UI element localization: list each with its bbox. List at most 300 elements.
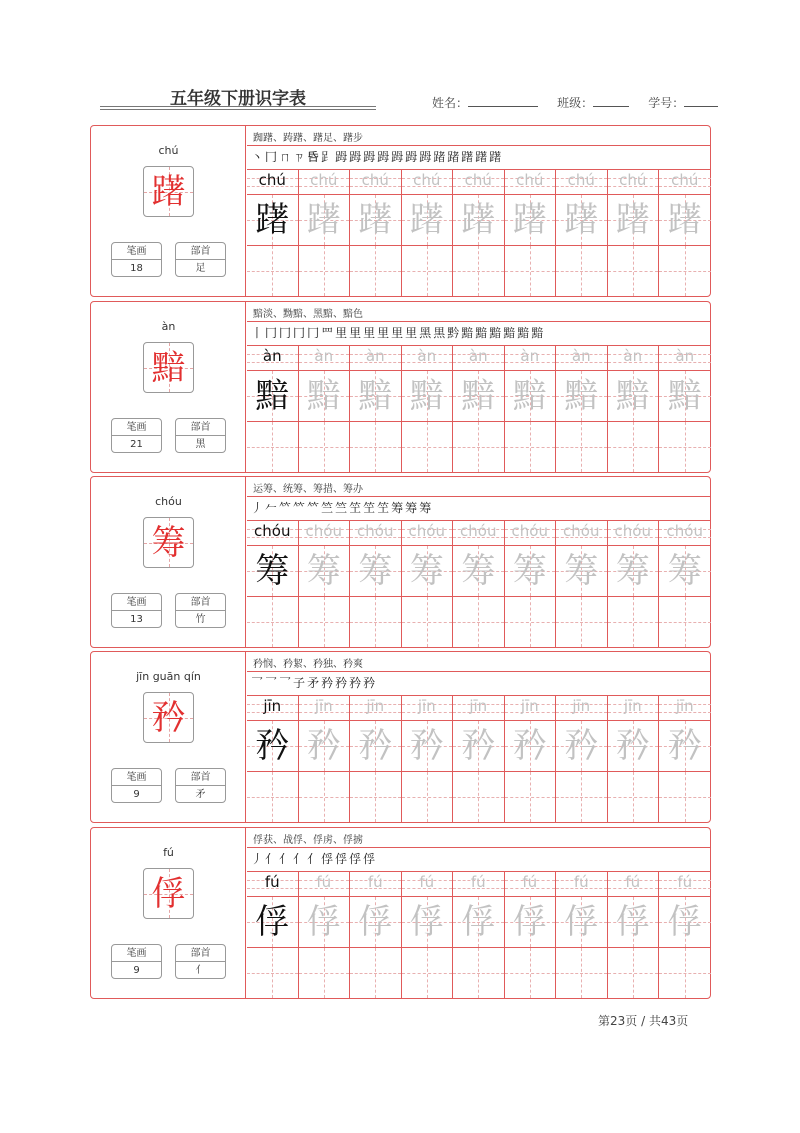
writing-cell[interactable] (505, 771, 556, 822)
practice-column (247, 696, 299, 822)
pinyin-cell (556, 521, 607, 545)
writing-cell[interactable] (402, 596, 453, 647)
tracing-cell[interactable] (402, 370, 453, 421)
stroke-step: 𧿹 (419, 150, 432, 164)
stroke-step: 亻 (293, 852, 306, 866)
stroke-step: 冂 (265, 326, 278, 340)
practice-pinyin: àn (417, 347, 437, 365)
pinyin-cell (402, 346, 453, 370)
practice-column (556, 696, 608, 822)
practice-character: 矜 (255, 726, 290, 766)
tracing-cell[interactable] (556, 720, 607, 771)
tracing-cell[interactable] (453, 896, 504, 947)
writing-cell[interactable] (402, 947, 453, 998)
character-card (90, 301, 711, 473)
practice-character: 黯 (615, 376, 650, 416)
radical-value: 竹 (195, 614, 206, 625)
practice-panel (247, 302, 711, 472)
practice-character: 筹 (255, 551, 290, 591)
tracing-cell[interactable] (505, 896, 556, 947)
practice-character: 俘 (564, 902, 599, 942)
practice-column (350, 346, 402, 472)
writing-cell[interactable] (350, 245, 401, 296)
pinyin-cell (299, 170, 350, 194)
practice-column (556, 170, 608, 296)
stroke-step: 里 (391, 326, 404, 340)
stroke-step: 里 (363, 326, 376, 340)
number-label: 学号： (648, 96, 685, 110)
tracing-cell[interactable] (556, 194, 607, 245)
pinyin-cell (505, 170, 556, 194)
tracing-cell[interactable] (659, 194, 711, 245)
practice-pinyin: fú (625, 873, 641, 891)
writing-cell[interactable] (247, 947, 298, 998)
writing-cell[interactable] (505, 245, 556, 296)
tracing-cell[interactable] (505, 545, 556, 596)
practice-grid (247, 170, 711, 296)
character-pinyin: àn (161, 320, 176, 333)
character-info-panel (91, 302, 246, 472)
practice-character: 俘 (409, 902, 444, 942)
practice-character: 筹 (409, 551, 444, 591)
pinyin-cell (659, 346, 711, 370)
writing-cell[interactable] (556, 245, 607, 296)
practice-character: 筹 (306, 551, 341, 591)
practice-pinyin: jīn (572, 697, 591, 715)
practice-column (659, 170, 711, 296)
writing-cell[interactable] (608, 245, 659, 296)
pinyin-cell (505, 872, 556, 896)
stroke-step: 笁 (377, 501, 390, 515)
practice-character: 矜 (512, 726, 547, 766)
tracing-cell[interactable] (608, 370, 659, 421)
tracing-cell[interactable] (659, 720, 711, 771)
tracing-cell[interactable] (299, 545, 350, 596)
practice-character: 筹 (564, 551, 599, 591)
stroke-step: 子 (293, 676, 306, 690)
practice-pinyin: chóu (460, 522, 497, 540)
tracing-cell[interactable] (350, 370, 401, 421)
tracing-cell[interactable] (505, 194, 556, 245)
practice-character: 躇 (564, 200, 599, 240)
writing-cell[interactable] (505, 947, 556, 998)
practice-pinyin: chóu (254, 522, 291, 540)
practice-character: 躇 (255, 200, 290, 240)
practice-pinyin: chú (464, 171, 492, 189)
tracing-cell[interactable] (453, 545, 504, 596)
stroke-count-label: 笔画 (112, 945, 161, 962)
stroke-step: 𧿹 (377, 150, 390, 164)
stroke-step: 丿 (251, 852, 264, 866)
writing-cell[interactable] (402, 245, 453, 296)
pinyin-cell (350, 346, 401, 370)
writing-cell[interactable] (247, 245, 298, 296)
stroke-step: 里 (335, 326, 348, 340)
tracing-cell[interactable] (453, 720, 504, 771)
practice-grid (247, 521, 711, 647)
stroke-step: 黯 (489, 326, 502, 340)
radical-label: 部首 (176, 419, 225, 436)
stroke-step: 笁 (363, 501, 376, 515)
writing-cell[interactable] (659, 771, 711, 822)
practice-pinyin: chóu (563, 522, 600, 540)
tracing-cell[interactable] (299, 194, 350, 245)
practice-pinyin: chú (310, 171, 338, 189)
practice-character: 躇 (615, 200, 650, 240)
tracing-cell[interactable] (608, 545, 659, 596)
practice-pinyin: àn (520, 347, 540, 365)
writing-cell[interactable] (453, 947, 504, 998)
practice-column (556, 872, 608, 998)
writing-cell[interactable] (402, 421, 453, 472)
radical-box (175, 242, 226, 277)
pinyin-cell (453, 872, 504, 896)
writing-cell[interactable] (659, 596, 711, 647)
stroke-step: 躇 (475, 150, 488, 164)
stroke-order (251, 672, 377, 694)
character-box (143, 342, 194, 393)
name-blank[interactable] (468, 95, 538, 107)
pinyin-cell (402, 696, 453, 720)
class-blank[interactable] (593, 95, 629, 107)
radical-value: 矛 (195, 789, 206, 800)
writing-cell[interactable] (556, 596, 607, 647)
practice-column (402, 872, 454, 998)
practice-pinyin: àn (571, 347, 591, 365)
tracing-cell[interactable] (247, 370, 298, 421)
practice-column (402, 346, 454, 472)
practice-column (299, 696, 351, 822)
practice-character: 黯 (667, 376, 702, 416)
writing-cell[interactable] (299, 421, 350, 472)
practice-character: 矜 (461, 726, 496, 766)
writing-cell[interactable] (453, 771, 504, 822)
practice-column (350, 696, 402, 822)
tracing-cell[interactable] (402, 720, 453, 771)
radical-label: 部首 (176, 243, 225, 260)
stroke-step: 𠯑 (307, 150, 320, 164)
radical-label: 部首 (176, 769, 225, 786)
main-character: 躇 (151, 172, 186, 212)
tracing-cell[interactable] (299, 370, 350, 421)
stroke-step: 亻 (265, 852, 278, 866)
tracing-cell[interactable] (659, 370, 711, 421)
tracing-cell[interactable] (350, 194, 401, 245)
practice-column (299, 872, 351, 998)
practice-panel (247, 477, 711, 647)
tracing-cell[interactable] (247, 194, 298, 245)
character-card (90, 827, 711, 999)
stroke-step: 𥫗 (307, 501, 320, 515)
pinyin-cell (556, 696, 607, 720)
writing-cell[interactable] (247, 596, 298, 647)
pinyin-cell (608, 872, 659, 896)
stroke-step: 筹 (391, 501, 404, 515)
stroke-step: 𠂉 (265, 501, 278, 515)
practice-character: 躇 (667, 200, 702, 240)
writing-cell[interactable] (247, 771, 298, 822)
practice-character: 俘 (667, 902, 702, 942)
writing-cell[interactable] (299, 245, 350, 296)
practice-character: 躇 (461, 200, 496, 240)
pinyin-cell (505, 696, 556, 720)
practice-column (247, 872, 299, 998)
writing-cell[interactable] (505, 421, 556, 472)
tracing-cell[interactable] (659, 545, 711, 596)
tracing-cell[interactable] (247, 896, 298, 947)
practice-column (659, 872, 711, 998)
pinyin-cell (350, 521, 401, 545)
tracing-cell[interactable] (453, 194, 504, 245)
stroke-step: 丶 (251, 150, 264, 164)
stroke-step: 矛 (307, 676, 320, 690)
character-info-panel (91, 477, 246, 647)
practice-character: 黯 (512, 376, 547, 416)
character-pinyin: fú (163, 846, 174, 859)
stroke-step: 躇 (489, 150, 502, 164)
character-card (90, 125, 711, 297)
practice-pinyin: àn (623, 347, 643, 365)
practice-character: 矜 (409, 726, 444, 766)
practice-character: 俘 (512, 902, 547, 942)
practice-character: 俘 (306, 902, 341, 942)
stroke-count-label: 笔画 (112, 419, 161, 436)
stroke-step: 𧾷 (321, 150, 334, 164)
writing-cell[interactable] (299, 596, 350, 647)
practice-column (659, 521, 711, 647)
practice-pinyin: chóu (511, 522, 548, 540)
writing-cell[interactable] (247, 421, 298, 472)
practice-character: 筹 (667, 551, 702, 591)
practice-pinyin: àn (468, 347, 488, 365)
practice-character: 黯 (564, 376, 599, 416)
tracing-cell[interactable] (350, 545, 401, 596)
practice-character: 俘 (358, 902, 393, 942)
practice-pinyin: fú (573, 873, 589, 891)
pinyin-cell (505, 346, 556, 370)
practice-pinyin: fú (316, 873, 332, 891)
writing-cell[interactable] (402, 771, 453, 822)
pinyin-cell (299, 872, 350, 896)
stroke-step: 俘 (335, 852, 348, 866)
practice-character: 躇 (358, 200, 393, 240)
practice-grid (247, 696, 711, 822)
tracing-cell[interactable] (299, 720, 350, 771)
stroke-step: 里 (349, 326, 362, 340)
writing-cell[interactable] (350, 947, 401, 998)
stroke-step: 乛 (265, 676, 278, 690)
tracing-cell[interactable] (505, 370, 556, 421)
tracing-cell[interactable] (608, 194, 659, 245)
practice-column (608, 872, 660, 998)
tracing-cell[interactable] (247, 720, 298, 771)
practice-pinyin: chú (671, 171, 699, 189)
radical-box (175, 768, 226, 803)
stroke-count-value: 21 (130, 439, 143, 450)
practice-character: 黯 (358, 376, 393, 416)
radical-box (175, 593, 226, 628)
tracing-cell[interactable] (350, 720, 401, 771)
practice-column (299, 346, 351, 472)
stroke-step: 里 (377, 326, 390, 340)
stroke-step: 筹 (419, 501, 432, 515)
practice-character: 黯 (409, 376, 444, 416)
pinyin-cell (453, 521, 504, 545)
stroke-step: 黯 (503, 326, 516, 340)
stroke-step: 𧿹 (349, 150, 362, 164)
tracing-cell[interactable] (350, 896, 401, 947)
pinyin-cell (453, 346, 504, 370)
tracing-cell[interactable] (247, 545, 298, 596)
stroke-step: 踷 (447, 150, 460, 164)
stroke-count-box (111, 418, 162, 453)
writing-cell[interactable] (453, 596, 504, 647)
radical-label: 部首 (176, 594, 225, 611)
stroke-step: 乛 (251, 676, 264, 690)
stroke-step: 矜 (335, 676, 348, 690)
page-number: 第23页 / 共43页 (598, 1014, 689, 1028)
practice-column (556, 521, 608, 647)
stroke-step: 俘 (349, 852, 362, 866)
name-label: 姓名： (432, 96, 469, 110)
tracing-cell[interactable] (402, 545, 453, 596)
practice-character: 俘 (461, 902, 496, 942)
practice-pinyin: fú (419, 873, 435, 891)
practice-column (247, 521, 299, 647)
writing-cell[interactable] (299, 947, 350, 998)
practice-character: 黯 (306, 376, 341, 416)
practice-character: 俘 (255, 902, 290, 942)
pinyin-cell (453, 696, 504, 720)
stroke-step: 竺 (335, 501, 348, 515)
practice-pinyin: jīn (314, 697, 333, 715)
practice-pinyin: chóu (408, 522, 445, 540)
writing-cell[interactable] (659, 421, 711, 472)
writing-cell[interactable] (659, 245, 711, 296)
radical-label: 部首 (176, 945, 225, 962)
main-character: 筹 (151, 523, 186, 563)
stroke-order (251, 322, 545, 344)
stroke-step: 黯 (531, 326, 544, 340)
stroke-order (251, 146, 503, 168)
practice-pinyin: fú (677, 873, 693, 891)
stroke-step: 黯 (475, 326, 488, 340)
stroke-count-label: 笔画 (112, 769, 161, 786)
writing-cell[interactable] (556, 421, 607, 472)
page-title: 五年级下册识字表 (170, 89, 306, 109)
stroke-step: 笁 (349, 501, 362, 515)
stroke-order (251, 497, 433, 519)
example-words: 俘获、战俘、俘虏、俘掳 (253, 835, 363, 846)
practice-pinyin: àn (314, 347, 334, 365)
pinyin-cell (659, 696, 711, 720)
practice-column (453, 346, 505, 472)
tracing-cell[interactable] (299, 896, 350, 947)
writing-cell[interactable] (350, 771, 401, 822)
tracing-cell[interactable] (659, 896, 711, 947)
stroke-order (251, 848, 377, 870)
writing-cell[interactable] (350, 596, 401, 647)
practice-pinyin: jīn (469, 697, 488, 715)
practice-pinyin: jīn (366, 697, 385, 715)
pinyin-cell (402, 170, 453, 194)
stroke-step: 冂 (265, 150, 278, 164)
practice-character: 筹 (358, 551, 393, 591)
tracing-cell[interactable] (608, 896, 659, 947)
writing-cell[interactable] (505, 596, 556, 647)
stroke-step: 矜 (363, 676, 376, 690)
writing-cell[interactable] (556, 771, 607, 822)
practice-column (608, 521, 660, 647)
character-box (143, 692, 194, 743)
practice-pinyin: chóu (666, 522, 703, 540)
practice-column (505, 696, 557, 822)
stroke-step: 罒 (321, 326, 334, 340)
writing-cell[interactable] (350, 421, 401, 472)
tracing-cell[interactable] (556, 545, 607, 596)
stroke-step: 竺 (321, 501, 334, 515)
writing-cell[interactable] (299, 771, 350, 822)
stroke-step: 黯 (461, 326, 474, 340)
practice-character: 筹 (615, 551, 650, 591)
practice-column (505, 872, 557, 998)
tracing-cell[interactable] (402, 194, 453, 245)
practice-column (402, 170, 454, 296)
tracing-cell[interactable] (402, 896, 453, 947)
tracing-cell[interactable] (608, 720, 659, 771)
pinyin-cell (608, 346, 659, 370)
class-label: 班级： (557, 96, 594, 110)
pinyin-cell (247, 521, 298, 545)
writing-cell[interactable] (453, 421, 504, 472)
stroke-step: 矜 (349, 676, 362, 690)
writing-cell[interactable] (608, 771, 659, 822)
writing-cell[interactable] (659, 947, 711, 998)
stroke-step: 黔 (447, 326, 460, 340)
tracing-cell[interactable] (453, 370, 504, 421)
tracing-cell[interactable] (556, 896, 607, 947)
practice-pinyin: chú (361, 171, 389, 189)
character-info-panel (91, 828, 246, 998)
main-character: 黯 (151, 348, 186, 388)
pinyin-cell (247, 346, 298, 370)
writing-cell[interactable] (608, 596, 659, 647)
tracing-cell[interactable] (556, 370, 607, 421)
practice-character: 躇 (306, 200, 341, 240)
writing-cell[interactable] (608, 421, 659, 472)
practice-character: 黯 (461, 376, 496, 416)
writing-cell[interactable] (608, 947, 659, 998)
character-box (143, 517, 194, 568)
stroke-step: 筹 (405, 501, 418, 515)
pinyin-cell (299, 696, 350, 720)
pinyin-cell (608, 170, 659, 194)
practice-column (453, 521, 505, 647)
practice-column (505, 521, 557, 647)
practice-pinyin: chóu (305, 522, 342, 540)
practice-pinyin: chú (413, 171, 441, 189)
writing-cell[interactable] (453, 245, 504, 296)
main-character: 矜 (151, 698, 186, 738)
practice-pinyin: jīn (675, 697, 694, 715)
stroke-step: 𧿹 (335, 150, 348, 164)
tracing-cell[interactable] (505, 720, 556, 771)
stroke-count-label: 笔画 (112, 594, 161, 611)
writing-cell[interactable] (556, 947, 607, 998)
practice-pinyin: chóu (357, 522, 394, 540)
practice-character: 躇 (512, 200, 547, 240)
number-blank[interactable] (684, 95, 718, 107)
